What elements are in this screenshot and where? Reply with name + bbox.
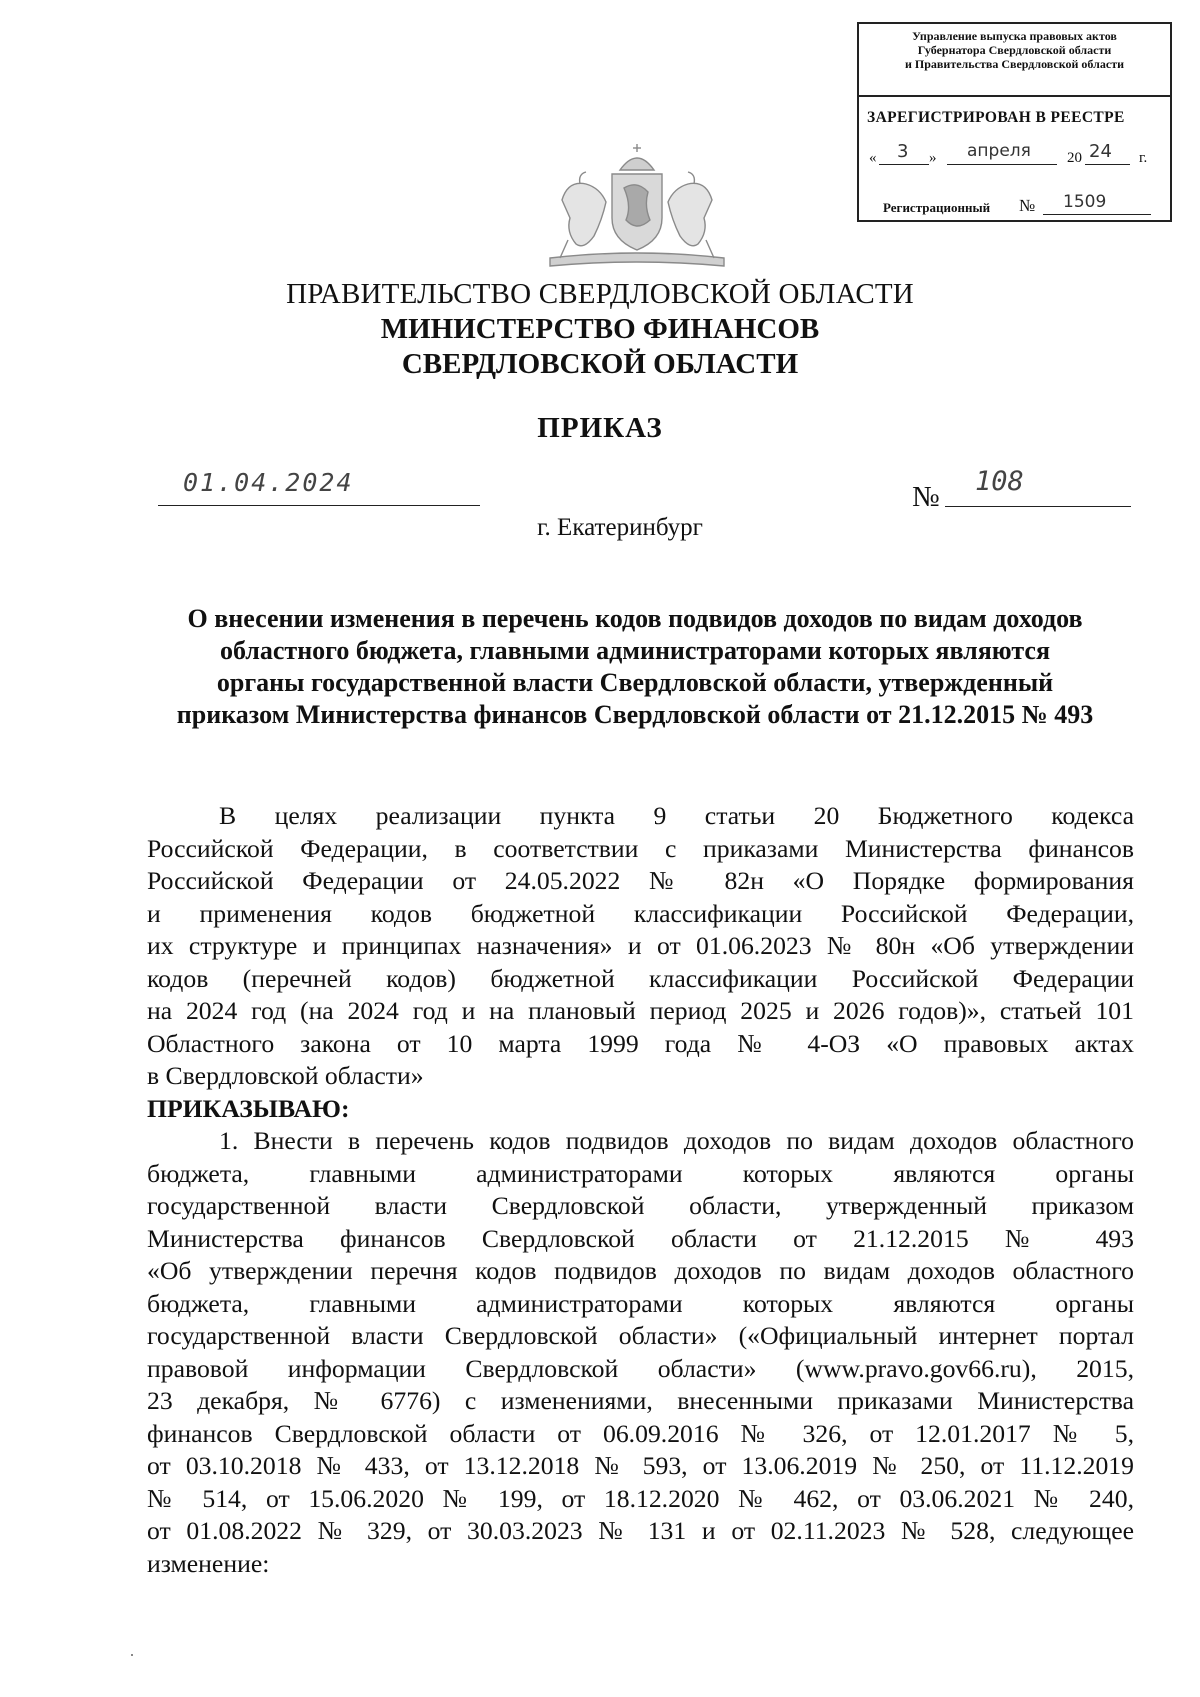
city-line (0, 514, 1200, 542)
stamp-month: апреля (967, 141, 1031, 161)
date-underline (158, 505, 480, 506)
stamp-date (867, 141, 1167, 172)
title-line: областного бюджета, главными администраторами которых являются (219, 636, 1051, 665)
scan-speck (131, 1654, 133, 1656)
preamble-line: на 2024 год (на 2024 год и на плановый период 2025 и 2026 годов)», статьей 101 (147, 996, 1134, 1025)
item1-line: бюджета, главными администраторами которых являются органы (147, 1288, 1134, 1318)
preamble-line: Областного закона от 10 марта 1999 года № 4-ОЗ «О правовых актах (147, 1028, 1134, 1058)
order-date: 01.04.2024 (183, 468, 354, 497)
order-number: 108 (975, 466, 1024, 497)
item1-line: № 514, от 15.06.2020 № 199, от 18.12.2020 № 462, от 03.06.2021 № 240, (147, 1483, 1134, 1513)
item1-line: 1. Внести в перечень кодов подвидов доходов по видам доходов областного (219, 1126, 1134, 1155)
title-line: приказом Министерства финансов Свердловской области от 21.12.2015 № 493 (176, 700, 1094, 729)
item1-line: финансов Свердловской области от 06.09.2016 № 326, от 12.01.2017 № 5, (147, 1418, 1134, 1448)
item1-line: бюджета, главными администраторами которых являются органы (147, 1158, 1134, 1188)
registration-stamp (857, 22, 1172, 222)
item1-line: правовой информации Свердловской области» (www.pravo.gov66.ru), 2015, (147, 1353, 1134, 1383)
stamp-title: ЗАРЕГИСТРИРОВАН В РЕЕСТРЕ (867, 109, 1125, 126)
stamp-year-suffix: 24 (1089, 141, 1112, 162)
preamble-line: Российской Федерации от 24.05.2022 № 82н «О Порядке формирования (147, 866, 1134, 895)
title-line: органы государственной власти Свердловской области, утвержденный (216, 668, 1054, 697)
stamp-header-line: Губернатора Свердловской области (917, 43, 1112, 57)
order-number-sign: № (912, 481, 940, 513)
stamp-quote-open: « (869, 150, 877, 166)
item1-line: государственной власти Свердловской области» («Официальный интернет портал (147, 1321, 1134, 1350)
stamp-registration (883, 192, 1163, 222)
stamp-quote-close: » (929, 150, 937, 166)
stamp-reg-sign: № (1019, 196, 1036, 215)
ministry-name-line1: МИНИСТЕРСТВО ФИНАНСОВ (380, 313, 820, 345)
stamp-year-unit: г. (1139, 150, 1148, 166)
stamp-reg-label: Регистрационный (883, 200, 991, 215)
document-body (147, 800, 1134, 1580)
number-underline (945, 506, 1131, 507)
government-name: ПРАВИТЕЛЬСТВО СВЕРДЛОВСКОЙ ОБЛАСТИ (286, 278, 914, 310)
title-line: О внесении изменения в перечень кодов подвидов доходов по видам доходов (187, 604, 1083, 633)
document-title (140, 603, 1130, 731)
stamp-reg-number: 1509 (1063, 192, 1107, 212)
item1-line: изменение: (147, 1548, 270, 1578)
item1-line: от 03.10.2018 № 433, от 13.12.2018 № 593, от 13.06.2019 № 250, от 11.12.2019 (147, 1451, 1134, 1480)
preamble-line: в Свердловской области» (147, 1061, 424, 1090)
stamp-day: 3 (897, 141, 909, 162)
preamble-line: В целях реализации пункта 9 статьи 20 Бюджетного кодекса (219, 801, 1134, 830)
order-word: ПРИКАЗЫВАЮ: (147, 1093, 350, 1123)
item1-line: «Об утверждении перечня кодов подвидов доходов по видам доходов областного (147, 1256, 1134, 1285)
item1-line: Министерства финансов Свердловской области от 21.12.2015 № 493 (147, 1223, 1134, 1253)
preamble-line: и применения кодов бюджетной классификации Российской Федерации, (147, 898, 1134, 928)
coat-of-arms-icon (540, 140, 735, 275)
stamp-header-line: и Правительства Свердловской области (905, 57, 1124, 71)
item1-line: 23 декабря, № 6776) с изменениями, внесенными приказами Министерства (147, 1386, 1134, 1415)
stamp-header (859, 24, 1170, 97)
preamble-line: Российской Федерации, в соответствии с приказами Министерства финансов (147, 833, 1134, 863)
city: г. Екатеринбург (537, 514, 703, 541)
stamp-header-line: Управление выпуска правовых актов (912, 29, 1117, 43)
preamble-line: их структуре и принципах назначения» и от 01.06.2023 № 80н «Об утверждении (147, 931, 1134, 960)
document-type: ПРИКАЗ (537, 412, 663, 444)
stamp-year-prefix: 20 (1067, 150, 1082, 166)
item1-line: от 01.08.2022 № 329, от 30.03.2023 № 131 и от 02.11.2023 № 528, следующее (147, 1516, 1134, 1545)
item1-line: государственной власти Свердловской области, утвержденный приказом (147, 1191, 1134, 1220)
ministry-name-line2: СВЕРДЛОВСКОЙ ОБЛАСТИ (401, 348, 799, 380)
preamble-line: кодов (перечней кодов) бюджетной классификации Российской Федерации (147, 963, 1134, 993)
